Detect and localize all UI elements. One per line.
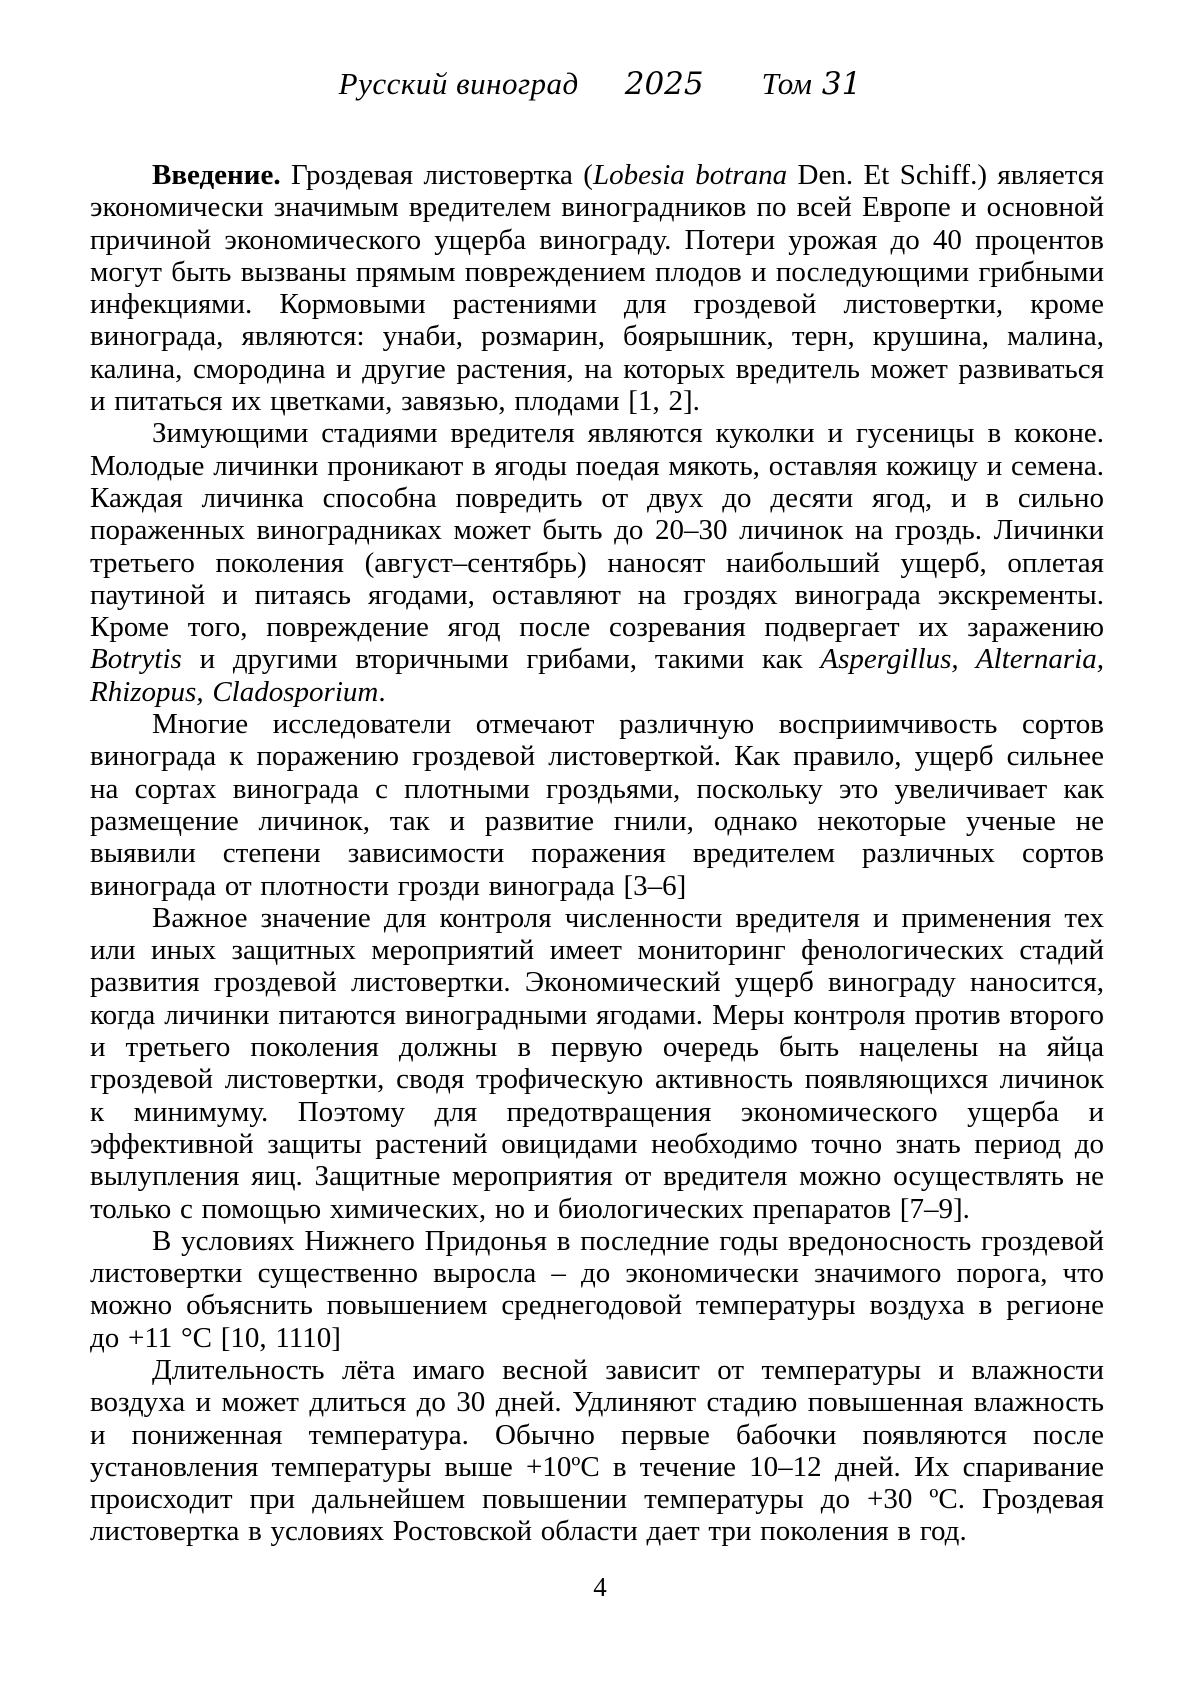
body-paragraph <box>90 708 1104 902</box>
genus-name-latin: Botrytis <box>90 643 182 676</box>
body-paragraph <box>90 1225 1104 1354</box>
text-run: и другими вторичными грибами, такими как <box>181 643 821 676</box>
text-run: В условиях Нижнего Придонья в последние годы вредоносность гроздевой листовертки существенно выросла – до экономически значимого порога, что можно объяснить повышением среднегодовой температуры воздуха в регионе до +11 °С [10, 1110] <box>90 1224 1104 1354</box>
species-name-latin: Lobesia botrana <box>592 159 788 191</box>
text-run: Многие исследователи отмечают различную восприимчивость сортов винограда к поражению гроздевой листоверткой. Как правило, ущерб сильнее на сортах винограда с плотными гроздьями, поскольку это увеличивает как размещение личинок, так и развитие гнили, однако некоторые ученые не выявили степени зависимости поражения вредителем различных сортов винограда от плотности грозди винограда [3–6] <box>90 708 1104 902</box>
body-paragraph-introduction <box>90 159 1104 417</box>
genera-names-latin: Aspergillus, Alternaria, Rhizopus, Cladosporium <box>90 643 1104 708</box>
volume-number: 31 <box>821 66 862 102</box>
text-run: Гроздевая листовертка ( <box>280 159 593 191</box>
volume-label: Том <box>761 66 812 101</box>
body-paragraph <box>90 902 1104 1225</box>
journal-title: Русский виноград <box>338 66 579 101</box>
text-run: Den. Et Schiff.) является экономически значимым вредителем виноградников по всей Европе и основной причиной экономического ущерба винограду. Потери урожая до 40 процентов могут быть вызваны прямым повреждением плодов и последующими грибными инфекциями. Кормовыми растениями для гроздевой листовертки, кроме винограда, являются: унаби, розмарин, боярышник, терн, крушина, малина, калина, смородина и другие растения, на которых вредитель может развиваться и питаться их цветками, завязью, плодами [1, 2]. <box>90 159 1104 418</box>
section-heading-introduction: Введение. <box>152 159 281 191</box>
journal-year: 2025 <box>624 66 704 102</box>
article-body <box>90 159 1104 1548</box>
text-run: Длительность лёта имаго весной зависит от температуры и влажности воздуха и может длиться до 30 дней. Удлиняют стадию повышенная влажность и пониженная температура. Обычно первые бабочки появляются после установления температуры выше +10ºС в течение 10–12 дней. Их спаривание происходит при дальнейшем повышении температуры до +30 ºС. Гроздевая листовертка в условиях Ростовской области дает три поколения в год. <box>90 1353 1104 1548</box>
running-header <box>0 66 1200 102</box>
text-run: . <box>378 675 386 708</box>
page-number: 4 <box>593 1572 607 1602</box>
text-run: Зимующими стадиями вредителя являются куколки и гусеницы в коконе. Молодые личинки проникают в ягоды поедая мякоть, оставляя кожицу и семена. Каждая личинка способна повредить от двух до десяти ягод, и в сильно пораженных виноградниках может быть до 20–30 личинок на гроздь. Личинки третьего поколения (август–сентябрь) наносят наибольший ущерб, оплетая паутиной и питаясь ягодами, оставляют на гроздях винограда экскременты. Кроме того, повреждение ягод после созревания подвергает их заражению <box>90 417 1104 644</box>
body-paragraph <box>90 1354 1104 1548</box>
text-run: Важное значение для контроля численности вредителя и применения тех или иных защитных мероприятий имеет мониторинг фенологических стадий развития гроздевой листовертки. Экономический ущерб винограду наносится, когда личинки питаются виноградными ягодами. Меры контроля против второго и третьего поколения должны в первую очередь быть нацелены на яйца гроздевой листовертки, сводя трофическую активность появляющихся личинок к минимуму. Поэтому для предотвращения экономического ущерба и эффективной защиты растений овицидами необходимо точно знать период до вылупления яиц. Защитные мероприятия от вредителя можно осуществлять не только с помощью химических, но и биологических препаратов [7–9]. <box>90 901 1104 1225</box>
body-paragraph <box>90 417 1104 708</box>
